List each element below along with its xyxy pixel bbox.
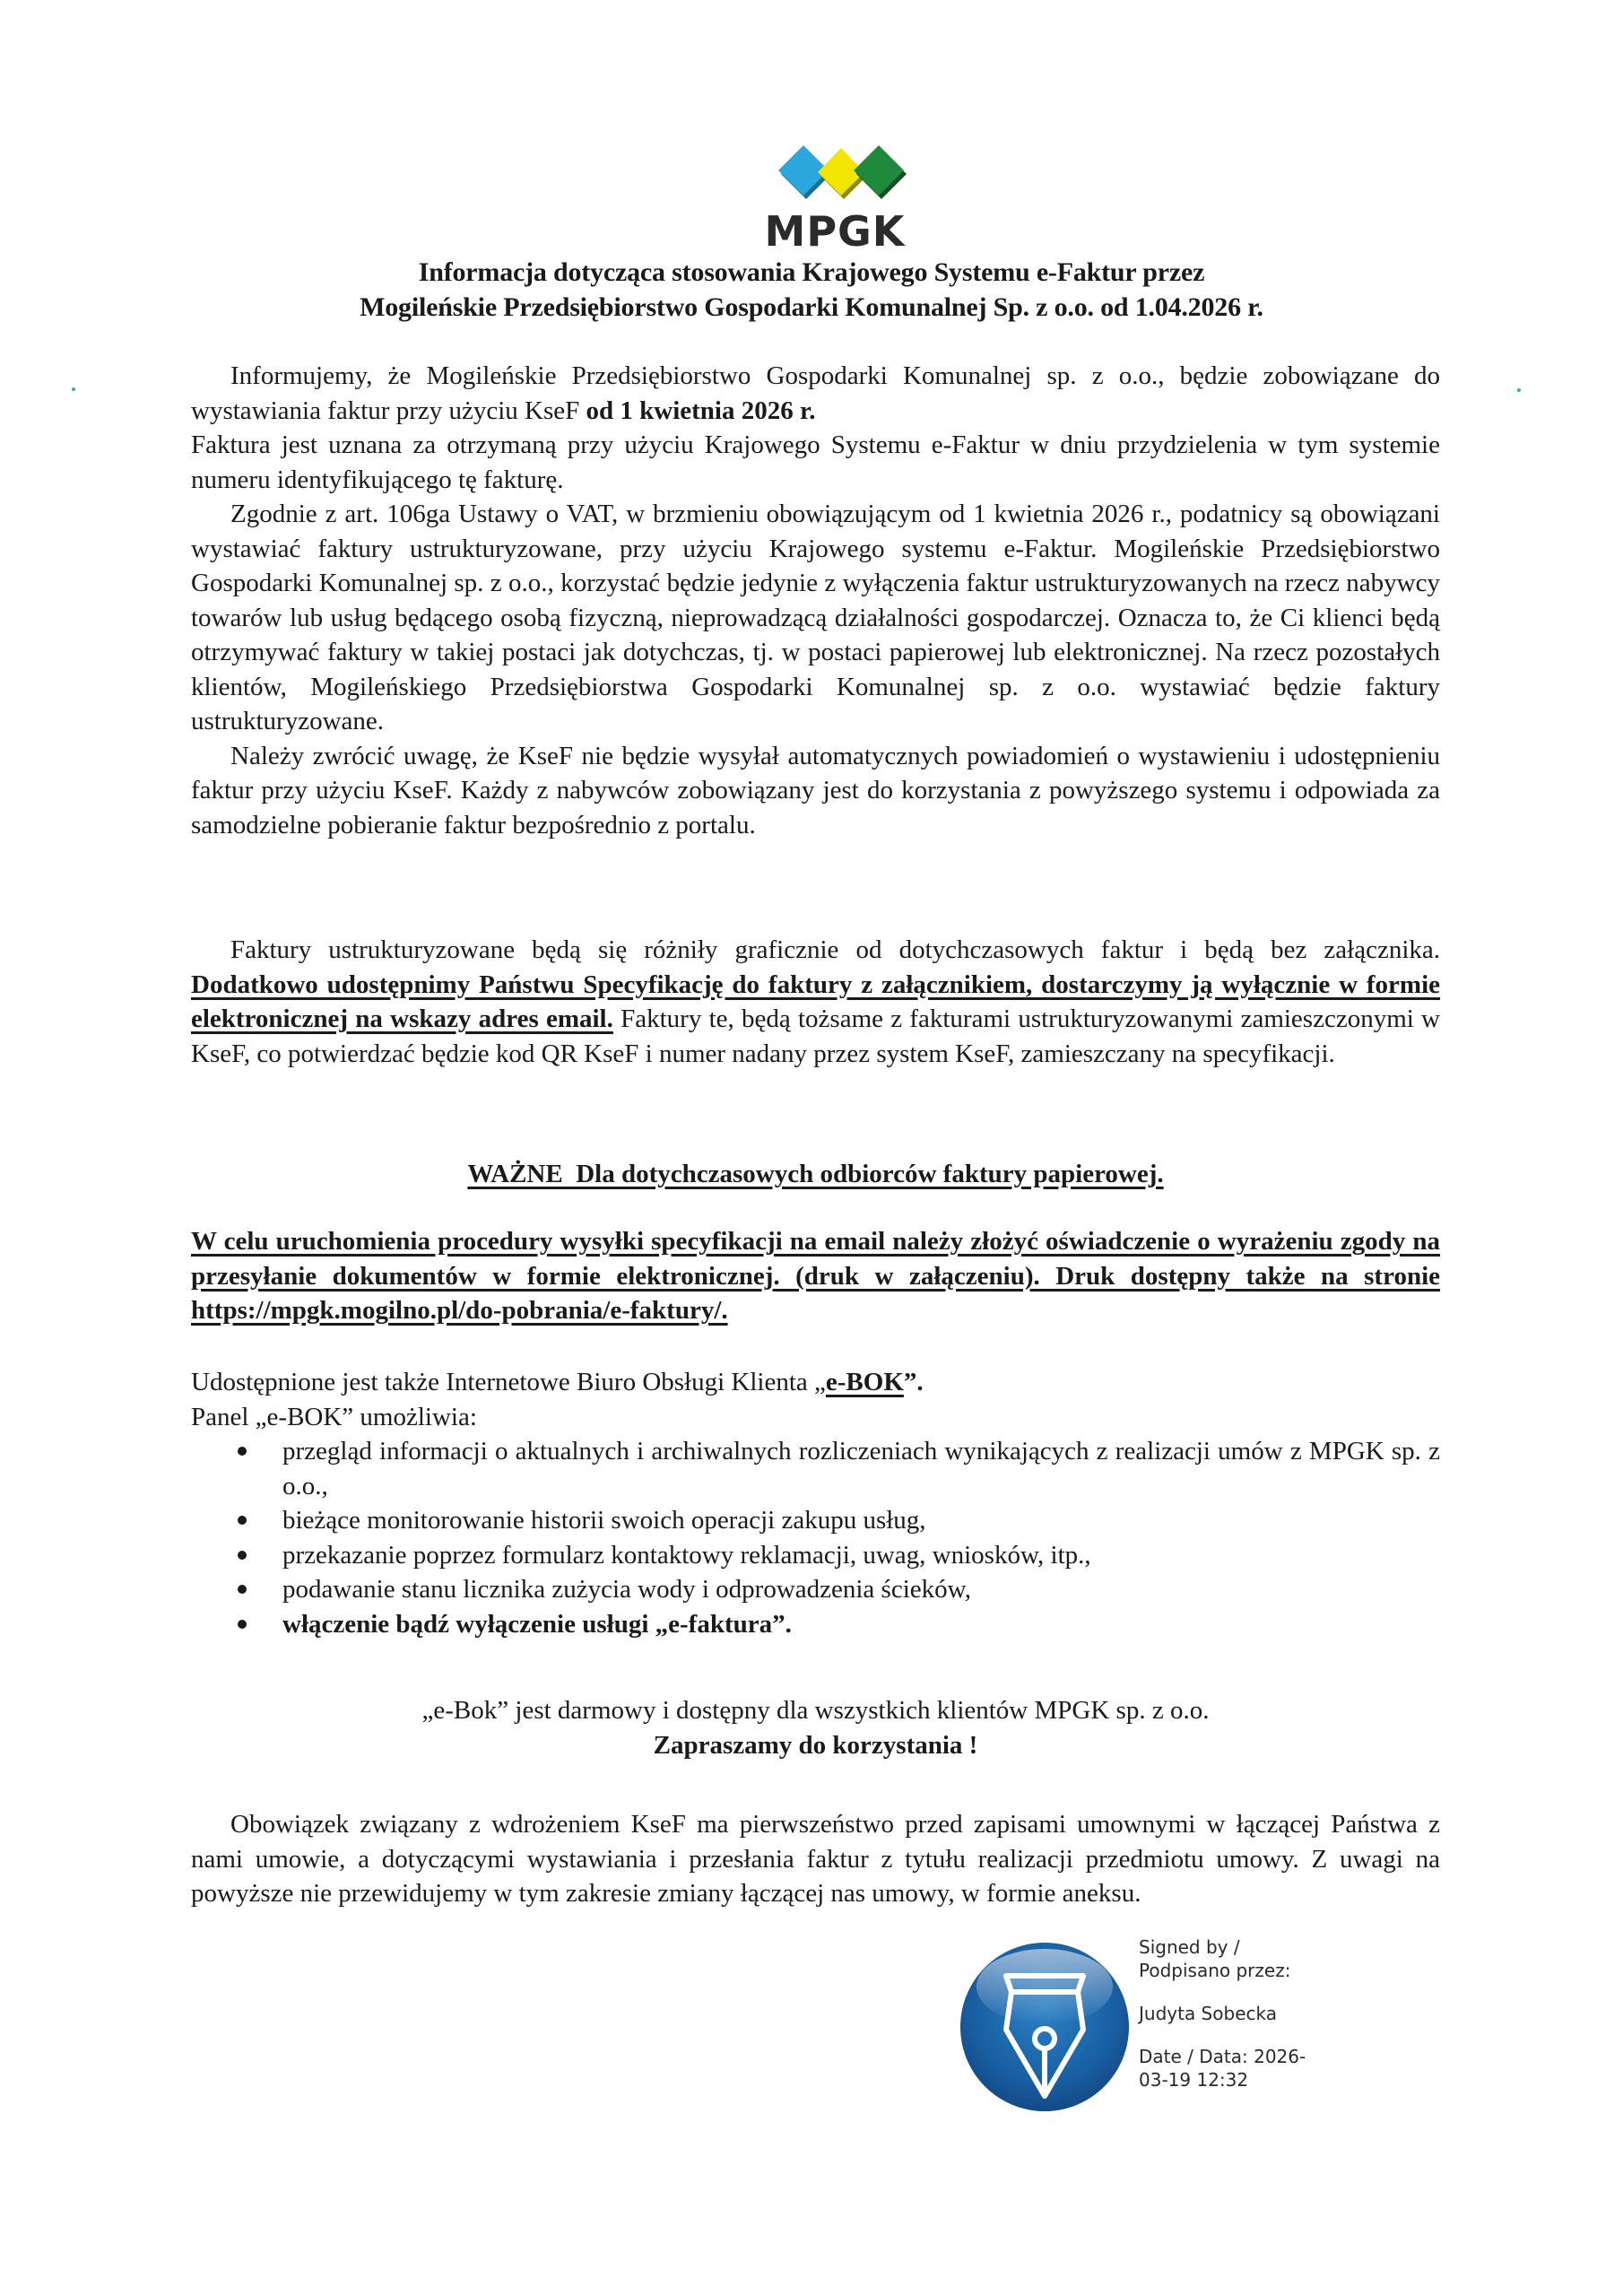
- list-item-text: przegląd informacji o aktualnych i archiwalnych rozliczeniach wynikających z realizacji umów z MPGK sp. z o.o.,: [282, 1437, 1440, 1500]
- bullet-icon: [238, 1585, 247, 1594]
- svg-text:MPGK: MPGK: [764, 207, 906, 253]
- bullet-icon: [238, 1620, 247, 1629]
- signature-date-value: 03-19 12:32: [1139, 2069, 1249, 2091]
- specification-paragraph: [191, 933, 1440, 1071]
- list-item: [191, 1503, 1440, 1538]
- title-line-2: Mogileńskie Przedsiębiorstwo Gospodarki Komunalnej Sp. z o.o. od 1.04.2026 r.: [360, 292, 1263, 322]
- ebok-link[interactable]: e-BOK: [825, 1368, 904, 1396]
- bullet-icon: [238, 1551, 247, 1560]
- ebok-free-note: „e-Bok” jest darmowy i dostępny dla wszystkich klientów MPGK sp. z o.o.: [421, 1696, 1210, 1725]
- spec-tail-text: Faktury te, będą tożsame z fakturami ustrukturyzowanymi zamieszczonymi w KseF, co potwierdzać będzie kod QR KseF i numer nadany przez system KseF, zamieszczany na specyfikacji.: [191, 1004, 1441, 1068]
- important-notice: [191, 1224, 1440, 1328]
- signer-name: Judyta Sobecka: [1139, 2003, 1277, 2024]
- intro-paragraph-1: [191, 359, 1440, 428]
- ebok-intro-end: ”.: [903, 1368, 924, 1396]
- ebok-intro: [191, 1365, 1440, 1400]
- specification-section: [191, 933, 1440, 1071]
- list-item: [191, 1538, 1440, 1573]
- signature-details: [1139, 1935, 1345, 2092]
- ebok-panel-label: Panel „e-BOK” umożliwia:: [191, 1402, 477, 1431]
- important-notice-text: W celu uruchomienia procedury wysyłki specyfikacji na email należy złożyć oświadczenie o wyrażeniu zgody na przesyłanie dokumentów w formie elektronicznej. (druk w załączeniu). Druk dostępny także na stronie https://mpgk.mogilno.pl/do-pobrania/e-faktury/.: [191, 1227, 1440, 1325]
- signed-by-label-1: Signed by /: [1139, 1936, 1240, 1958]
- ebok-features-list: [191, 1434, 1440, 1641]
- signature-badge: [958, 1940, 1132, 2114]
- intro-section: [191, 359, 1440, 842]
- bullet-icon: [238, 1516, 247, 1525]
- important-heading-text: WAŻNE Dla dotychczasowych odbiorców faktury papierowej.: [467, 1160, 1164, 1188]
- intro-paragraph-3: Zgodnie z art. 106ga Ustawy o VAT, w brzmieniu obowiązującym od 1 kwietnia 2026 r., podatnicy są obowiązani wystawiać faktury ustrukturyzowane, przy użyciu Krajowego systemu e-Faktur. Mogileńskie Przedsiębiorstwo Gospodarki Komunalnej sp. z o.o., korzystać będzie jedynie z wyłączenia faktur ustrukturyzowanych na rzecz nabywcy towarów lub usług będącego osobą fizyczną, nieprowadzącą działalności gospodarczej. Oznacza to, że Ci klienci będą otrzymywać faktury w takiej postaci jak dotychczas, tj. w postaci papierowej lub elektronicznej. Na rzecz pozostałych klientów, Mogileńskiego Przedsiębiorstwa Gospodarki Komunalnej sp. z o.o. wystawiać będzie faktury ustrukturyzowane.: [191, 500, 1440, 735]
- intro-p1-date: od 1 kwietnia 2026 r.: [586, 396, 816, 425]
- spec-lead-text: Faktury ustrukturyzowane będą się różniły graficznie od dotychczasowych faktur i będą bez załącznika.: [230, 935, 1440, 964]
- title-line-1: Informacja dotycząca stosowania Krajowego Systemu e-Faktur przez: [418, 257, 1205, 287]
- list-item: [191, 1607, 1440, 1642]
- intro-paragraph-4: Należy zwrócić uwagę, że KseF nie będzie wysyłał automatycznych powiadomień o wystawieniu i udostępnieniu faktur przy użyciu KseF. Każdy z nabywców zobowiązany jest do korzystania z powyższego systemu i odpowiada za samodzielne pobieranie faktur bezpośrednio z portalu.: [191, 741, 1440, 839]
- mpgk-logo: [751, 145, 918, 253]
- bullet-icon: [238, 1447, 247, 1456]
- ebok-section: [191, 1365, 1440, 1641]
- intro-p1-text: Informujemy, że Mogileńskie Przedsiębiorstwo Gospodarki Komunalnej sp. z o.o., będzie zobowiązane do wystawiania faktur przy użyciu KseF: [191, 361, 1440, 425]
- list-item-text: włączenie bądź wyłączenie usługi „e-faktura”.: [282, 1609, 792, 1639]
- scan-speck: [1517, 388, 1521, 392]
- closing-paragraph: Obowiązek związany z wdrożeniem KseF ma pierwszeństwo przed zapisami umownymi w łączącej Państwa z nami umowie, a dotyczącymi wystawiania i przesłania faktur z tytułu realizacji przedmiotu umowy. Z uwagi na powyższe nie przewidujemy w tym zakresie zmiany łączącej nas umowy, w formie aneksu.: [191, 1810, 1440, 1908]
- list-item-text: przekazanie poprzez formularz kontaktowy reklamacji, uwag, wniosków, itp.,: [282, 1540, 1091, 1570]
- intro-paragraph-2: Faktura jest uznana za otrzymaną przy użyciu Krajowego Systemu e-Faktur w dniu przydzielenia w tym systemie numeru identyfikującego tę fakturę.: [191, 430, 1440, 494]
- ebok-invitation: [191, 1693, 1440, 1762]
- ebok-invite: Zapraszamy do korzystania !: [653, 1730, 978, 1760]
- list-item: [191, 1572, 1440, 1607]
- important-heading: [191, 1157, 1440, 1192]
- spec-highlight-text: Dodatkowo udostępnimy Państwu Specyfikację do faktury z załącznikiem, dostarczymy ją wyłącznie w formie elektronicznej na wskazy adres email.: [191, 970, 1440, 1033]
- signature-date-label: Date / Data: 2026-: [1139, 2046, 1306, 2067]
- mpgk-diamonds-icon: [751, 145, 918, 253]
- list-item-text: podawanie stanu licznika zużycia wody i odprowadzenia ścieków,: [282, 1575, 971, 1604]
- fountain-pen-nib-icon: [958, 1940, 1132, 2114]
- list-item-text: bieżące monitorowanie historii swoich operacji zakupu usług,: [282, 1506, 926, 1535]
- document-title: [179, 255, 1444, 325]
- ebok-intro-text: Udostępnione jest także Internetowe Biuro Obsługi Klienta „: [191, 1368, 826, 1396]
- list-item: [191, 1434, 1440, 1503]
- scan-speck: [72, 387, 75, 391]
- signed-by-label-2: Podpisano przez:: [1139, 1960, 1291, 1981]
- closing-section: [191, 1807, 1440, 1911]
